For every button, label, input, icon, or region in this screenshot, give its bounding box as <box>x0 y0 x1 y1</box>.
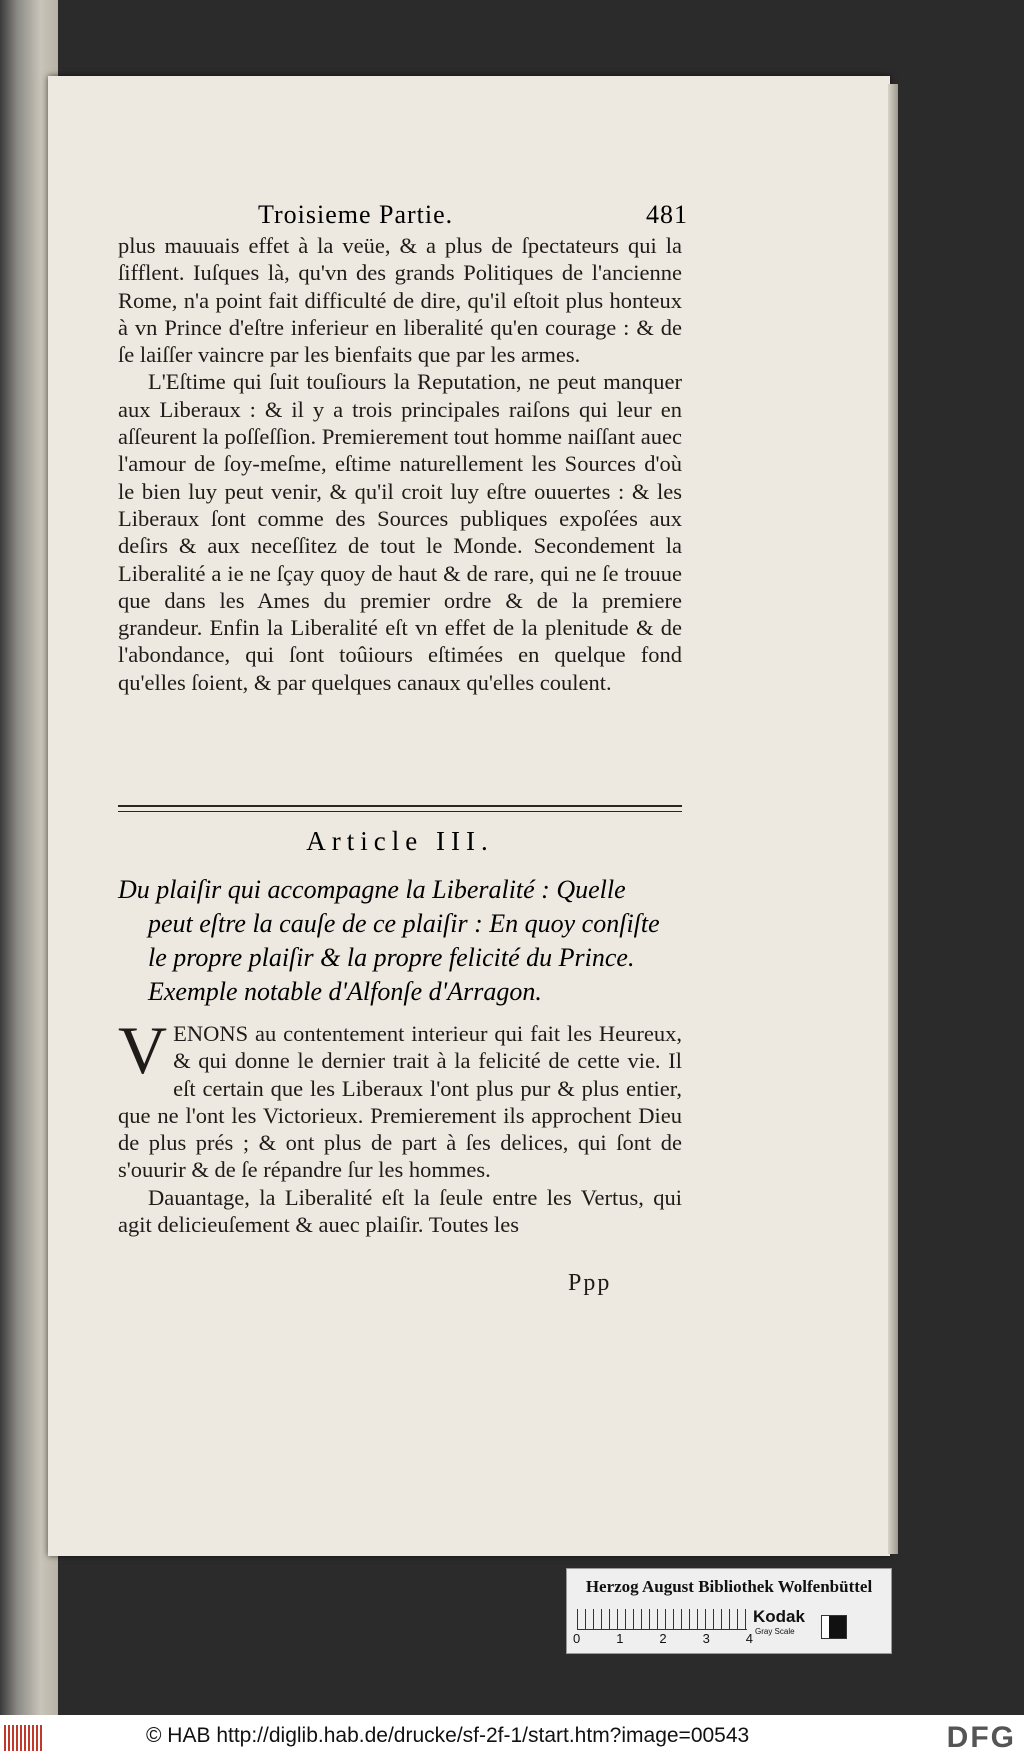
dfg-logo: DFG <box>946 1721 1016 1754</box>
viewer-footer <box>0 1715 1024 1759</box>
article-summary <box>118 873 682 1009</box>
gray-scale-patch <box>821 1615 847 1639</box>
summary-first-line: Du plaiſir qui accompagne la Liberalité : Quelle <box>118 875 626 904</box>
signature-mark: Ppp <box>568 1270 612 1296</box>
running-header <box>118 200 688 232</box>
ruler-number: 0 <box>573 1631 581 1646</box>
ruler-numbers <box>573 1631 753 1646</box>
page-number: 481 <box>646 200 688 229</box>
ruler-number: 2 <box>659 1631 667 1646</box>
scale-ruler <box>577 1609 747 1630</box>
article-heading: Article III. <box>306 826 494 856</box>
paragraph: Dauantage, la Liberalité eſt la ſeule entre les Vertus, qui agit delicieuſement & auec plaiſir. Toutes les <box>118 1184 682 1238</box>
ruler-number: 3 <box>702 1631 710 1646</box>
running-header-title: Troisieme Partie. <box>258 200 454 229</box>
drop-cap: V <box>118 1012 168 1088</box>
library-name: Herzog August Bibliothek Wolfenbüttel <box>585 1577 873 1596</box>
library-color-card <box>566 1568 892 1654</box>
page-edge-shadow <box>888 84 898 1554</box>
ruler-number: 1 <box>616 1631 624 1646</box>
ruler-number: 4 <box>745 1631 753 1646</box>
paragraph: L'Eſtime qui ſuit touſiours la Reputation, ne peut manquer aux Liberaux : & il y a trois principales raiſons qui leur en aſſeurent la poſſeſſion. Premierement tout homme naiſſant auec l'amour de ſoy-meſme, eſtime naturellement les Sources d'où le bien luy peut venir, & qu'il croit luy eſtre ouuertes : & les Liberaux ſont comme des Sources publiques expoſées aux deſirs & aux neceſſitez de tout le Monde. Secondement la Liberalité a ie ne ſçay quoy de haut & de rare, qui ne ſe trouue que dans les Ames du premier ordre & de la premiere grandeur. Enfin la Liberalité eſt vn effet de la plenitude & de l'abondance, qui ſont toûiours eſtimées en quelque fond qu'elles ſoient, & par quelques canaux qu'elles coulent. <box>118 369 682 695</box>
paragraph-text: ENONS au contentement interieur qui fait les Heureux, & qui donne le dernier trait à la felicité de cette vie. Il eſt certain que les Liberaux l'ont plus pur & plus entier, que ne l'ont les Victorieux. Premierement ils approchent Dieu de plus prés ; & ont plus de part à ſes delices, qui ſont de s'ouurir & de ſe répandre ſur les hommes. <box>118 1021 682 1183</box>
source-url-link[interactable]: © HAB http://diglib.hab.de/drucke/sf-2f-1/start.htm?image=00543 <box>146 1724 750 1747</box>
section-divider <box>118 805 682 812</box>
barcode-logo-icon <box>4 1725 42 1751</box>
body-text-bottom <box>118 1012 682 1238</box>
body-text-top <box>118 232 682 696</box>
kodak-label: Kodak <box>753 1607 805 1626</box>
gray-scale-label: Gray Scale <box>755 1627 795 1636</box>
paragraph <box>118 1012 682 1184</box>
summary-continuation: peut eſtre la cauſe de ce plaiſir : En quoy conſiſte le propre plaiſir & la propre felicité du Prince. Exemple notable d'Alfonſe d'Arragon. <box>148 909 660 1006</box>
paragraph: plus mauuais effet à la veüe, & a plus de ſpectateurs qui la ſifflent. Iuſques là, qu'vn des grands Politiques de l'ancienne Rome, n'a point fait difficulté de dire, qu'il eſtoit plus honteux à vn Prince d'eſtre inferieur en liberalité qu'en courage : & de ſe laiſſer vaincre par les bienfaits que par les armes. <box>118 233 682 368</box>
